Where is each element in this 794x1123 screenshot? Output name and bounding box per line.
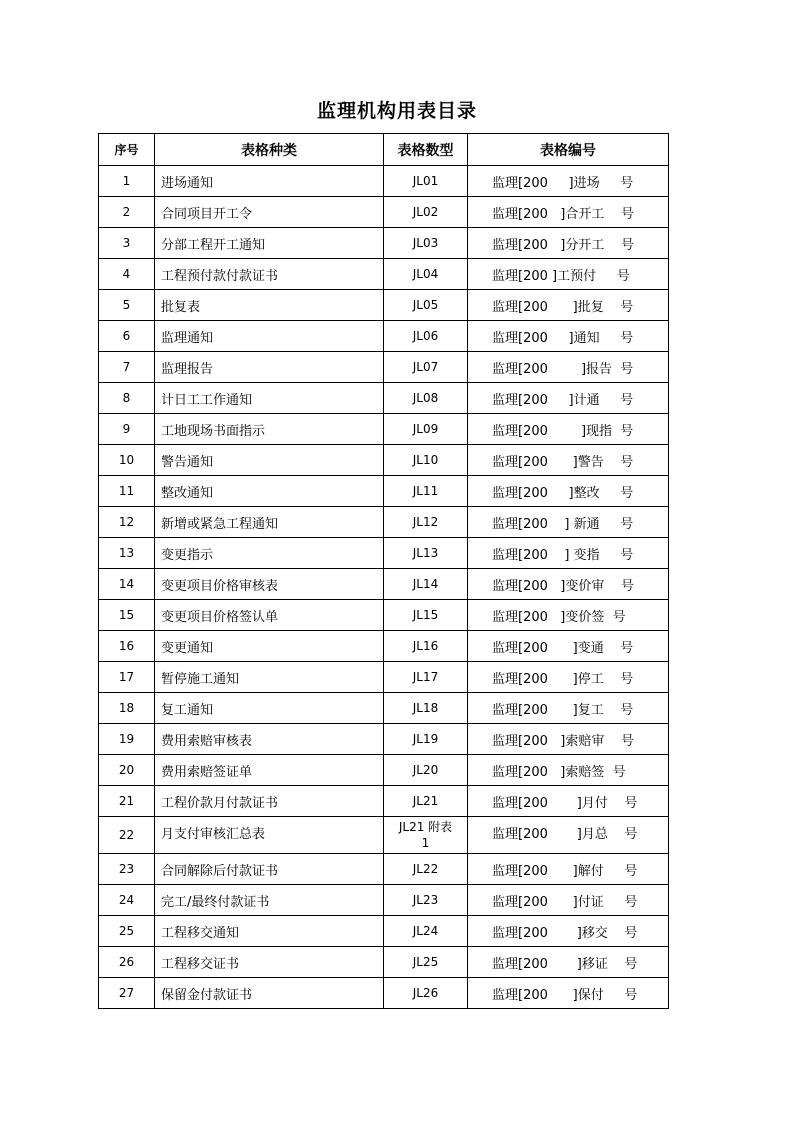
row-name: 分部工程开工通知 xyxy=(155,228,384,259)
row-no: 18 xyxy=(99,693,155,724)
row-num: 监理[200 ] 变指 号 xyxy=(468,538,669,569)
row-no: 2 xyxy=(99,197,155,228)
row-code: JL21 xyxy=(384,786,468,817)
row-num: 监理[200 ]通知 号 xyxy=(468,321,669,352)
row-no: 20 xyxy=(99,755,155,786)
row-num: 监理[200 ]计通 号 xyxy=(468,383,669,414)
row-num: 监理[200 ]批复 号 xyxy=(468,290,669,321)
row-no: 26 xyxy=(99,947,155,978)
row-name: 变更通知 xyxy=(155,631,384,662)
row-no: 13 xyxy=(99,538,155,569)
table-row xyxy=(99,916,669,947)
table-row xyxy=(99,885,669,916)
header-name: 表格种类 xyxy=(155,134,384,166)
row-no: 10 xyxy=(99,445,155,476)
row-no: 4 xyxy=(99,259,155,290)
row-num: 监理[200 ]索赔审 号 xyxy=(468,724,669,755)
row-no: 8 xyxy=(99,383,155,414)
row-no: 1 xyxy=(99,166,155,197)
row-num: 监理[200 ]索赔签 号 xyxy=(468,755,669,786)
row-num: 监理[200 ]现指 号 xyxy=(468,414,669,445)
table-row xyxy=(99,724,669,755)
row-code: JL11 xyxy=(384,476,468,507)
row-num: 监理[200 ]月付 号 xyxy=(468,786,669,817)
row-code: JL23 xyxy=(384,885,468,916)
table-row xyxy=(99,321,669,352)
row-code: JL17 xyxy=(384,662,468,693)
row-num: 监理[200 ]分开工 号 xyxy=(468,228,669,259)
row-code: JL04 xyxy=(384,259,468,290)
table-row xyxy=(99,978,669,1009)
row-name: 工程预付款付款证书 xyxy=(155,259,384,290)
row-num: 监理[200 ]停工 号 xyxy=(468,662,669,693)
row-name: 工程价款月付款证书 xyxy=(155,786,384,817)
row-name: 监理通知 xyxy=(155,321,384,352)
row-code: JL20 xyxy=(384,755,468,786)
row-code: JL12 xyxy=(384,507,468,538)
row-name: 变更项目价格审核表 xyxy=(155,569,384,600)
row-code: JL14 xyxy=(384,569,468,600)
table-row xyxy=(99,755,669,786)
row-name: 工程移交通知 xyxy=(155,916,384,947)
row-num: 监理[200 ]变价签 号 xyxy=(468,600,669,631)
table-row xyxy=(99,538,669,569)
row-no: 23 xyxy=(99,854,155,885)
row-name: 工程移交证书 xyxy=(155,947,384,978)
header-no: 序号 xyxy=(99,134,155,166)
row-code: JL09 xyxy=(384,414,468,445)
header-num: 表格编号 xyxy=(468,134,669,166)
row-name: 变更项目价格签认单 xyxy=(155,600,384,631)
row-code: JL02 xyxy=(384,197,468,228)
table-row xyxy=(99,259,669,290)
table-row xyxy=(99,569,669,600)
row-no: 22 xyxy=(99,817,155,854)
row-code: JL26 xyxy=(384,978,468,1009)
row-name: 批复表 xyxy=(155,290,384,321)
row-code: JL25 xyxy=(384,947,468,978)
row-code: JL15 xyxy=(384,600,468,631)
table-row xyxy=(99,445,669,476)
row-num: 监理[200 ]进场 号 xyxy=(468,166,669,197)
table-row xyxy=(99,228,669,259)
row-no: 16 xyxy=(99,631,155,662)
forms-table xyxy=(98,133,669,1009)
row-no: 7 xyxy=(99,352,155,383)
row-num: 监理[200 ]工预付 号 xyxy=(468,259,669,290)
table-row xyxy=(99,817,669,854)
row-no: 9 xyxy=(99,414,155,445)
row-no: 14 xyxy=(99,569,155,600)
table-row xyxy=(99,631,669,662)
row-num: 监理[200 ]警告 号 xyxy=(468,445,669,476)
row-code: JL19 xyxy=(384,724,468,755)
row-code: JL08 xyxy=(384,383,468,414)
row-name: 整改通知 xyxy=(155,476,384,507)
row-num: 监理[200 ]整改 号 xyxy=(468,476,669,507)
row-code: JL22 xyxy=(384,854,468,885)
row-name: 合同解除后付款证书 xyxy=(155,854,384,885)
row-no: 5 xyxy=(99,290,155,321)
row-code: JL07 xyxy=(384,352,468,383)
row-code: JL21 附表 1 xyxy=(384,817,468,854)
row-no: 11 xyxy=(99,476,155,507)
table-row xyxy=(99,414,669,445)
table-row xyxy=(99,693,669,724)
row-num: 监理[200 ]合开工 号 xyxy=(468,197,669,228)
row-no: 6 xyxy=(99,321,155,352)
row-name: 保留金付款证书 xyxy=(155,978,384,1009)
row-num: 监理[200 ]移交 号 xyxy=(468,916,669,947)
row-code: JL03 xyxy=(384,228,468,259)
row-name: 月支付审核汇总表 xyxy=(155,817,384,854)
table-row xyxy=(99,166,669,197)
row-code: JL13 xyxy=(384,538,468,569)
row-name: 警告通知 xyxy=(155,445,384,476)
row-name: 计日工工作通知 xyxy=(155,383,384,414)
row-code: JL01 xyxy=(384,166,468,197)
header-code: 表格数型 xyxy=(384,134,468,166)
row-code: JL16 xyxy=(384,631,468,662)
row-name: 复工通知 xyxy=(155,693,384,724)
table-row xyxy=(99,507,669,538)
row-code: JL18 xyxy=(384,693,468,724)
table-row xyxy=(99,854,669,885)
row-code: JL10 xyxy=(384,445,468,476)
table-row xyxy=(99,383,669,414)
row-num: 监理[200 ]解付 号 xyxy=(468,854,669,885)
row-no: 21 xyxy=(99,786,155,817)
row-no: 19 xyxy=(99,724,155,755)
row-num: 监理[200 ]月总 号 xyxy=(468,817,669,854)
row-name: 完工/最终付款证书 xyxy=(155,885,384,916)
row-no: 27 xyxy=(99,978,155,1009)
row-no: 17 xyxy=(99,662,155,693)
page-title: 监理机构用表目录 xyxy=(316,100,477,122)
table-row xyxy=(99,662,669,693)
table-row xyxy=(99,476,669,507)
table-row xyxy=(99,600,669,631)
table-header-row xyxy=(99,134,669,166)
row-name: 费用索赔签证单 xyxy=(155,755,384,786)
row-num: 监理[200 ]报告 号 xyxy=(468,352,669,383)
row-name: 监理报告 xyxy=(155,352,384,383)
row-code: JL06 xyxy=(384,321,468,352)
row-num: 监理[200 ]移证 号 xyxy=(468,947,669,978)
row-name: 费用索赔审核表 xyxy=(155,724,384,755)
row-num: 监理[200 ]变通 号 xyxy=(468,631,669,662)
row-no: 24 xyxy=(99,885,155,916)
row-no: 12 xyxy=(99,507,155,538)
row-name: 合同项目开工令 xyxy=(155,197,384,228)
row-no: 25 xyxy=(99,916,155,947)
row-num: 监理[200 ]变价审 号 xyxy=(468,569,669,600)
row-num: 监理[200 ]保付 号 xyxy=(468,978,669,1009)
row-name: 工地现场书面指示 xyxy=(155,414,384,445)
row-no: 15 xyxy=(99,600,155,631)
table-row xyxy=(99,786,669,817)
table-row xyxy=(99,947,669,978)
table-row xyxy=(99,290,669,321)
row-num: 监理[200 ]付证 号 xyxy=(468,885,669,916)
row-code: JL05 xyxy=(384,290,468,321)
row-name: 变更指示 xyxy=(155,538,384,569)
row-code: JL24 xyxy=(384,916,468,947)
row-num: 监理[200 ] 新通 号 xyxy=(468,507,669,538)
table-row xyxy=(99,197,669,228)
row-name: 新增或紧急工程通知 xyxy=(155,507,384,538)
row-no: 3 xyxy=(99,228,155,259)
row-name: 进场通知 xyxy=(155,166,384,197)
row-name: 暂停施工通知 xyxy=(155,662,384,693)
table-row xyxy=(99,352,669,383)
row-num: 监理[200 ]复工 号 xyxy=(468,693,669,724)
